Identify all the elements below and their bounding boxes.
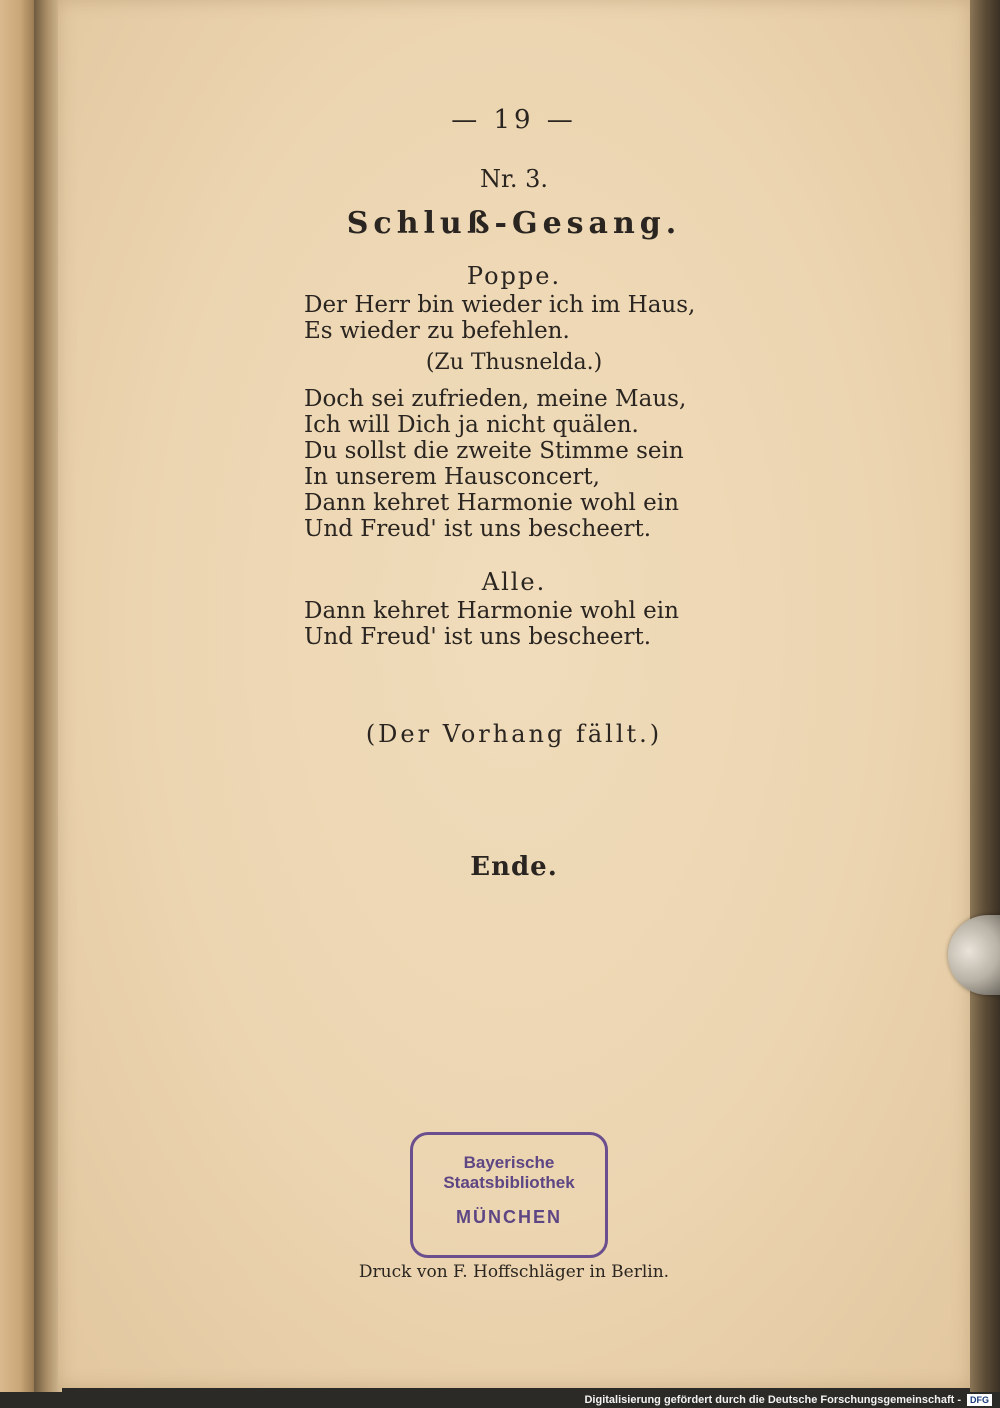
library-stamp bbox=[410, 1132, 608, 1258]
verse-line: Der Herr bin wieder ich im Haus, bbox=[304, 292, 696, 318]
adjacent-page-edge bbox=[0, 0, 34, 1392]
printer-imprint: Druck von F. Hoffschläger in Berlin. bbox=[358, 1262, 670, 1282]
speaker-poppe: Poppe. bbox=[466, 262, 562, 290]
verse-line: Es wieder zu befehlen. bbox=[304, 318, 570, 344]
verse-line: Dann kehret Harmonie wohl ein bbox=[304, 598, 679, 624]
digitization-footer bbox=[0, 1392, 1000, 1408]
stamp-line-1: Bayerische bbox=[463, 1153, 555, 1172]
book-page bbox=[58, 0, 970, 1388]
page-number: — 19 — bbox=[451, 105, 577, 135]
dfg-logo-icon: DFG bbox=[967, 1394, 992, 1406]
stamp-line-2: Staatsbibliothek bbox=[443, 1173, 575, 1192]
speaker-alle: Alle. bbox=[481, 568, 547, 596]
curtain-direction: (Der Vorhang fällt.) bbox=[365, 720, 663, 748]
verse-line: Ich will Dich ja nicht quälen. bbox=[304, 412, 639, 438]
verse-line: Und Freud' ist uns bescheert. bbox=[304, 624, 652, 650]
footer-credit: Digitalisierung gefördert durch die Deutsche Forschungsgemeinschaft - bbox=[584, 1394, 961, 1406]
stamp-line-3: MÜNCHEN bbox=[456, 1207, 562, 1227]
verse-line: Und Freud' ist uns bescheert. bbox=[304, 516, 652, 542]
verse-line: In unserem Hausconcert, bbox=[304, 464, 600, 490]
verse-line: Doch sei zufrieden, meine Maus, bbox=[304, 386, 687, 412]
verse-line: Dann kehret Harmonie wohl ein bbox=[304, 490, 679, 516]
end-word: Ende. bbox=[470, 852, 558, 882]
stage-direction: (Zu Thusnelda.) bbox=[425, 350, 603, 375]
page-right-edge bbox=[970, 0, 1000, 1392]
verse-line: Du sollst die zweite Stimme sein bbox=[304, 438, 684, 464]
number-heading: Nr. 3. bbox=[480, 165, 548, 193]
page-title: Schluß-Gesang. bbox=[346, 206, 682, 241]
